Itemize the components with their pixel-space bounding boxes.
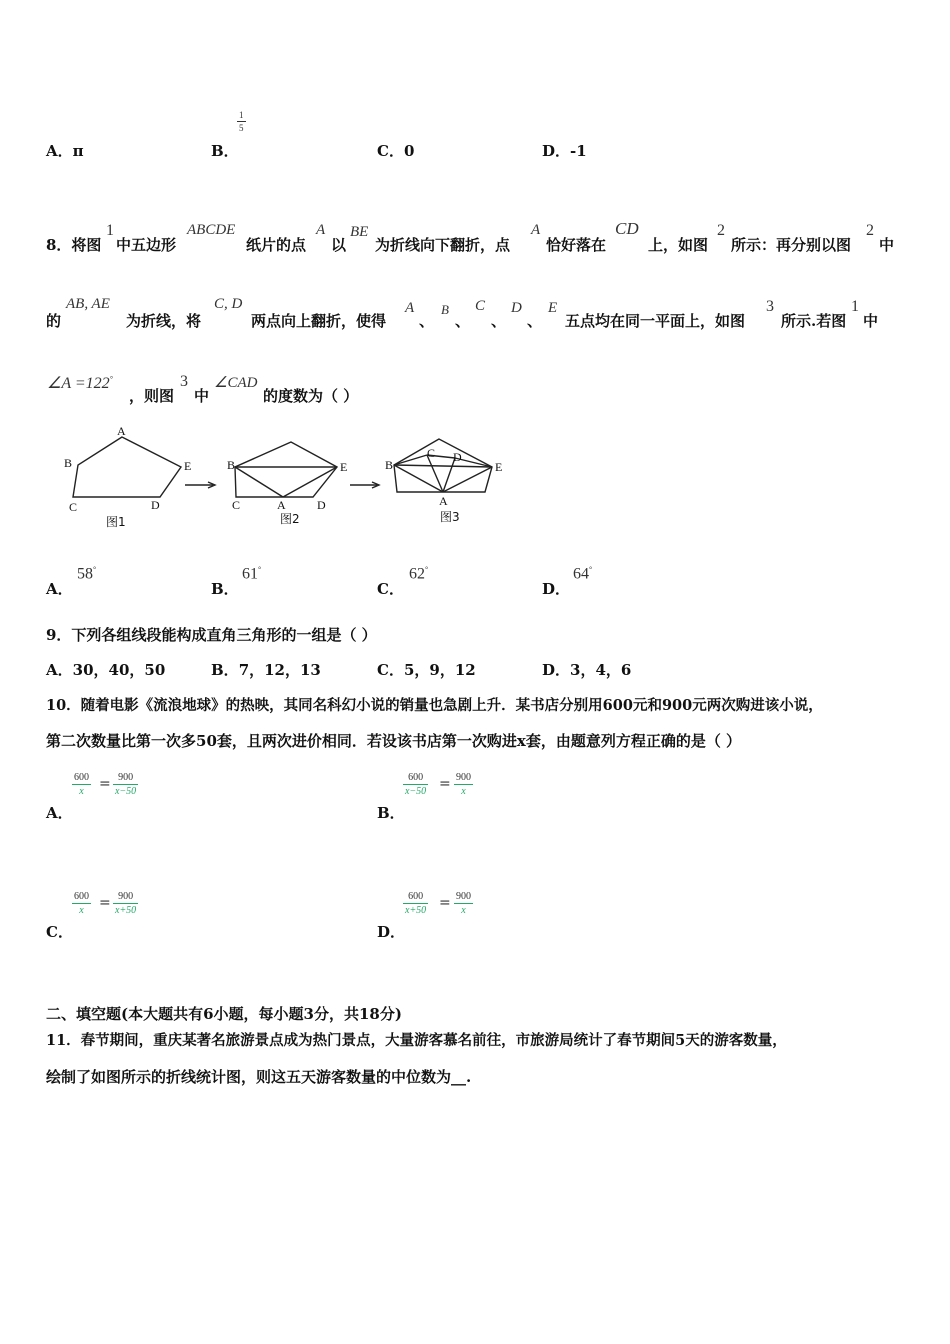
q7-option-b-fraction: [237, 110, 246, 133]
q8-math-cd2: C, D: [214, 296, 243, 312]
q8-math-angle-cad: ∠CAD: [214, 375, 258, 391]
fig1-label-d: D: [151, 498, 160, 512]
q7-option-b-label: B．: [211, 142, 239, 160]
q7-option-c: [377, 140, 414, 161]
q8-math-b: B: [441, 302, 449, 317]
q8-text-13: 五点均在同一平面上，如图: [565, 312, 746, 330]
q10-option-a-label: A．: [46, 804, 73, 822]
q10-a-left-fraction: 600 x: [74, 772, 89, 797]
q8-sep-3: 、: [491, 312, 507, 330]
q9-option-a: A．30，40，50: [46, 661, 166, 679]
option-label: D．: [542, 142, 571, 160]
q7-option-a: [46, 140, 84, 161]
q8-option-c-label: C．: [377, 580, 404, 598]
fraction-numerator: 1: [239, 110, 244, 120]
fig3-label-c: C: [427, 446, 436, 460]
q8-math-ab-ae: AB, AE: [66, 296, 110, 312]
q10-c-left-fraction: 600 x: [74, 891, 89, 916]
q8-text-8: 所示：再分别以图: [731, 236, 852, 254]
q10-b-equals: =: [439, 776, 451, 792]
q8-math-angle-a: ∠A =122°: [47, 374, 113, 392]
q9-option-d: D．3，4，6: [542, 661, 632, 679]
q8-text-10: 的: [46, 312, 62, 330]
option-label: A．: [46, 142, 73, 160]
q10-c-right-fraction: 900 x+50: [115, 891, 137, 916]
q8-math-c: C: [475, 298, 486, 314]
fig1-label-b: B: [64, 456, 73, 470]
q10-a-equals: =: [99, 776, 111, 792]
q8-text-15: 中: [863, 312, 879, 330]
angle-value: ∠A =122: [47, 375, 110, 392]
option-value: -1: [570, 142, 587, 160]
option-value: 0: [403, 142, 415, 160]
fig3-diagram: [394, 439, 492, 492]
fig1-label-e: E: [184, 459, 192, 473]
q11-line-1: 11．春节期间，重庆某著名旅游景点成为热门景点，大量游客慕名前往，市旅游局统计了春节期间5天的游客数量，: [46, 1032, 787, 1049]
q10-b-right-fraction: 900 x: [456, 772, 471, 797]
q8-sep-4: 、: [527, 312, 543, 330]
q8-option-a-label: A．: [46, 580, 73, 598]
q8-option-a-value: 58°: [77, 565, 97, 583]
q8-sep-1: 、: [419, 312, 435, 330]
q10-d-right-fraction: 900 x: [456, 891, 471, 916]
q10-line-2: 第二次数量比第一次多50套，且两次进价相同．若设该书店第一次购进x套，由题意列方程正确的是（ ）: [46, 732, 742, 750]
fig3-caption: 图3: [440, 510, 460, 524]
q8-math-d: D: [511, 300, 522, 316]
q8-math-a: A: [316, 222, 326, 238]
q8-option-b-label: B．: [211, 580, 239, 598]
fig2-diagram: [235, 442, 337, 497]
q8-text-4: 以: [331, 236, 347, 254]
q8-text-17: 中: [194, 387, 210, 405]
q8-sep-2: 、: [455, 312, 471, 330]
fig1-caption: 图1: [106, 515, 126, 529]
section-2-heading: 二、填空题(本大题共有6小题，每小题3分，共18分): [46, 1005, 402, 1023]
q8-text-2: 中五边形: [116, 236, 177, 254]
q10-d-left-fraction: 600 x+50: [405, 891, 427, 916]
q10-line-1: 10．随着电影《流浪地球》的热映，其同名科幻小说的销量也急剧上升．某书店分别用600元和900元两次购进该小说，: [46, 697, 823, 714]
q8-num-6: 3: [180, 373, 188, 390]
fig1-label-a: A: [117, 425, 126, 438]
q8-math-e: E: [548, 300, 558, 316]
q10-b-left-fraction: 600 x−50: [405, 772, 427, 797]
q8-math-cd: CD: [615, 219, 639, 238]
q9-option-c: C．5，9，12: [377, 661, 476, 679]
fig3-label-b: B: [385, 458, 394, 472]
q7-option-d: [542, 140, 587, 161]
q8-math-be: BE: [350, 224, 369, 240]
fig2-label-e: E: [340, 460, 348, 474]
q8-text-3: 纸片的点: [246, 236, 307, 254]
q8-num-5: 1: [851, 298, 859, 315]
q9-option-b: B．7，12，13: [211, 661, 321, 679]
q8-num-3: 2: [866, 222, 874, 239]
q8-text-9: 中: [879, 236, 895, 254]
q10-option-d-label: D．: [377, 923, 406, 941]
fig3-label-d: D: [453, 450, 462, 464]
q8-text-5: 为折线向下翻折，点: [375, 236, 511, 254]
q9-stem: 9．下列各组线段能构成直角三角形的一组是（ ）: [46, 626, 377, 644]
q8-math-a3: A: [405, 300, 415, 316]
q8-math-abcde: ABCDE: [187, 222, 236, 238]
q8-num-2: 2: [717, 222, 725, 239]
q8-text-12: 两点向上翻折，使得: [251, 312, 387, 330]
fig3-label-e: E: [495, 460, 503, 474]
q10-c-equals: =: [99, 895, 111, 911]
fig1-label-c: C: [69, 500, 78, 514]
fig2-label-d: D: [317, 498, 326, 512]
q8-text-18: 的度数为（ ）: [263, 387, 359, 405]
option-label: C．: [377, 142, 404, 160]
fig3-label-a: A: [439, 494, 448, 508]
q8-option-b-value: 61°: [242, 565, 262, 583]
option-value: π: [72, 142, 84, 160]
q10-d-equals: =: [439, 895, 451, 911]
q10-option-b-label: B．: [377, 804, 405, 822]
q10-option-c-label: C．: [46, 923, 73, 941]
fraction-denominator: 5: [239, 123, 244, 133]
q11-line-2: 绘制了如图所示的折线统计图，则这五天游客数量的中位数为__.: [46, 1068, 472, 1086]
q8-text-6: 恰好落在: [546, 236, 607, 254]
fig1-pentagon: [73, 437, 181, 497]
q8-option-d-value: 64°: [573, 565, 593, 583]
q8-text-7: 上，如图: [648, 236, 709, 254]
fig2-label-b: B: [227, 458, 236, 472]
fig2-label-a: A: [277, 498, 286, 512]
q10-a-right-fraction: 900 x−50: [115, 772, 137, 797]
q8-option-c-value: 62°: [409, 565, 429, 583]
fig2-label-c: C: [232, 498, 241, 512]
q8-num-4: 3: [766, 298, 774, 315]
q8-math-a2: A: [531, 222, 541, 238]
q8-text-16: ，则图: [129, 387, 175, 405]
q8-text-1: 8．将图: [46, 236, 102, 254]
fig2-caption: 图2: [280, 512, 300, 526]
q8-text-14: 所示.若图: [781, 312, 847, 330]
q8-text-11: 为折线，将: [126, 312, 202, 330]
q8-option-d-label: D．: [542, 580, 571, 598]
q8-num-1: 1: [106, 222, 114, 239]
